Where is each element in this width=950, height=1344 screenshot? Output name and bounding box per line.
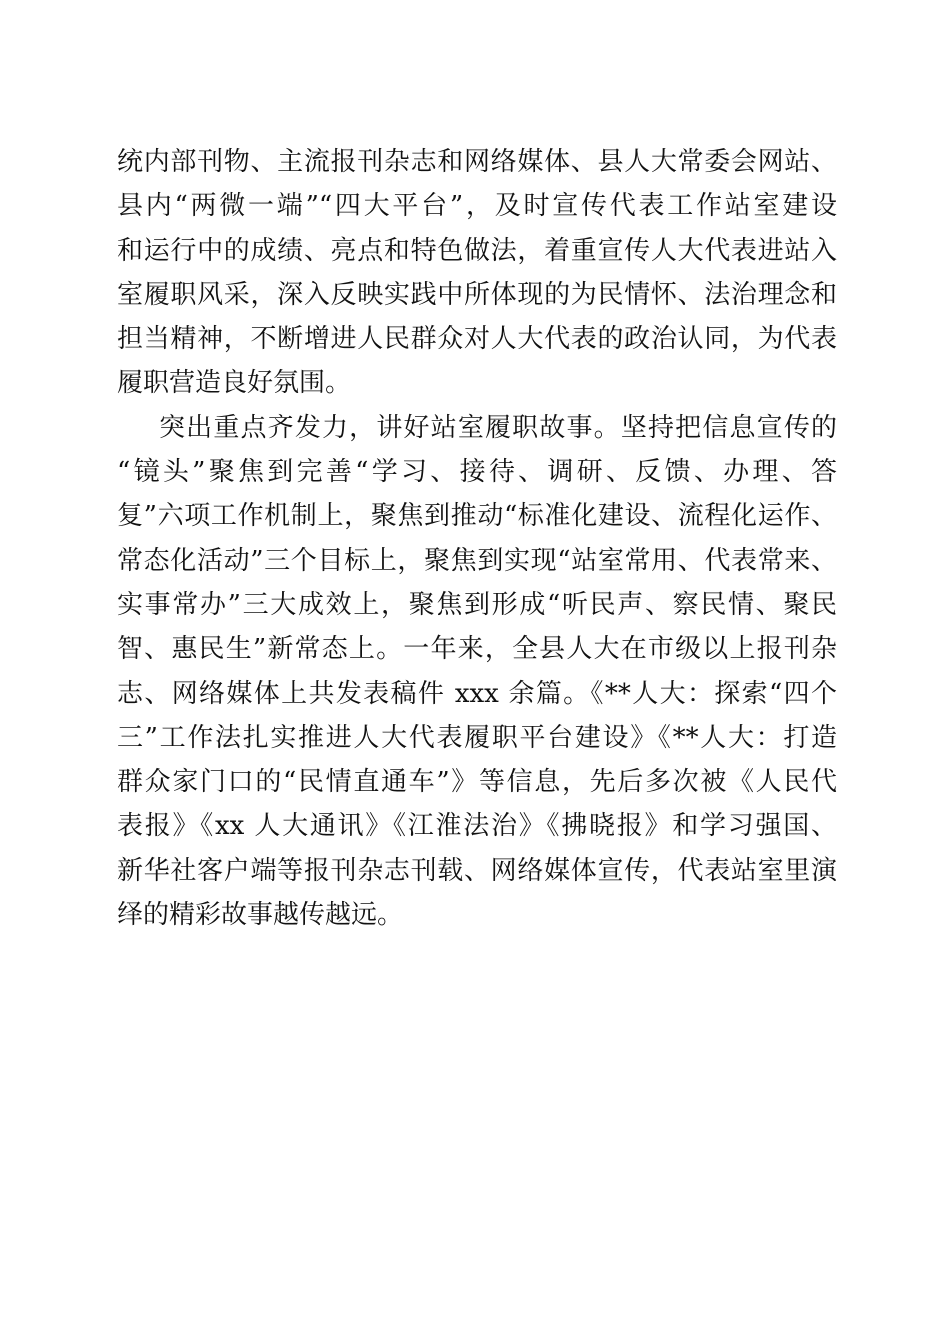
text-line: 履职营造良好氛围。 <box>117 368 352 399</box>
text-line: 志、网络媒体上共发表稿件 xxx 余篇。《**人大：探索“四个 <box>117 678 837 709</box>
text-line: 新华社客户端等报刊杂志刊载、网络媒体宣传，代表站室里演 <box>117 855 837 886</box>
text-line: 县内“两微一端”“四大平台”，及时宣传代表工作站室建设 <box>117 191 837 222</box>
text-line: 常态化活动”三个目标上，聚焦到实现“站室常用、代表常来、 <box>117 545 837 576</box>
text-line: 智、惠民生”新常态上。一年来，全县人大在市级以上报刊杂 <box>117 634 837 665</box>
text-line: 统内部刊物、主流报刊杂志和网络媒体、县人大常委会网站、 <box>117 147 837 177</box>
text-line: 绎的精彩故事越传越远。 <box>117 900 404 931</box>
paragraph <box>117 140 837 406</box>
text-line: 室履职风采，深入反映实践中所体现的为民情怀、法治理念和 <box>117 279 837 310</box>
text-line: 复”六项工作机制上，聚焦到推动“标准化建设、流程化运作、 <box>117 501 837 532</box>
text-line: 三”工作法扎实推进人大代表履职平台建设》《**人大：打造 <box>117 722 837 753</box>
text-line: 担当精神，不断增进人民群众对人大代表的政治认同，为代表 <box>117 324 837 355</box>
document-body <box>117 140 837 937</box>
text-line: 实事常办”三大成效上，聚焦到形成“听民声、察民情、聚民 <box>117 589 837 620</box>
text-line: “镜头”聚焦到完善“学习、接待、调研、反馈、办理、答 <box>117 457 837 488</box>
text-line: 突出重点齐发力，讲好站室履职故事。坚持把信息宣传的 <box>159 412 837 443</box>
paragraph <box>117 406 837 938</box>
text-line: 群众家门口的“民情直通车”》等信息，先后多次被《人民代 <box>117 767 837 798</box>
text-line: 表报》《xx 人大通讯》《江淮法治》《拂晓报》和学习强国、 <box>117 811 837 842</box>
text-line: 和运行中的成绩、亮点和特色做法，着重宣传人大代表进站入 <box>117 235 837 266</box>
